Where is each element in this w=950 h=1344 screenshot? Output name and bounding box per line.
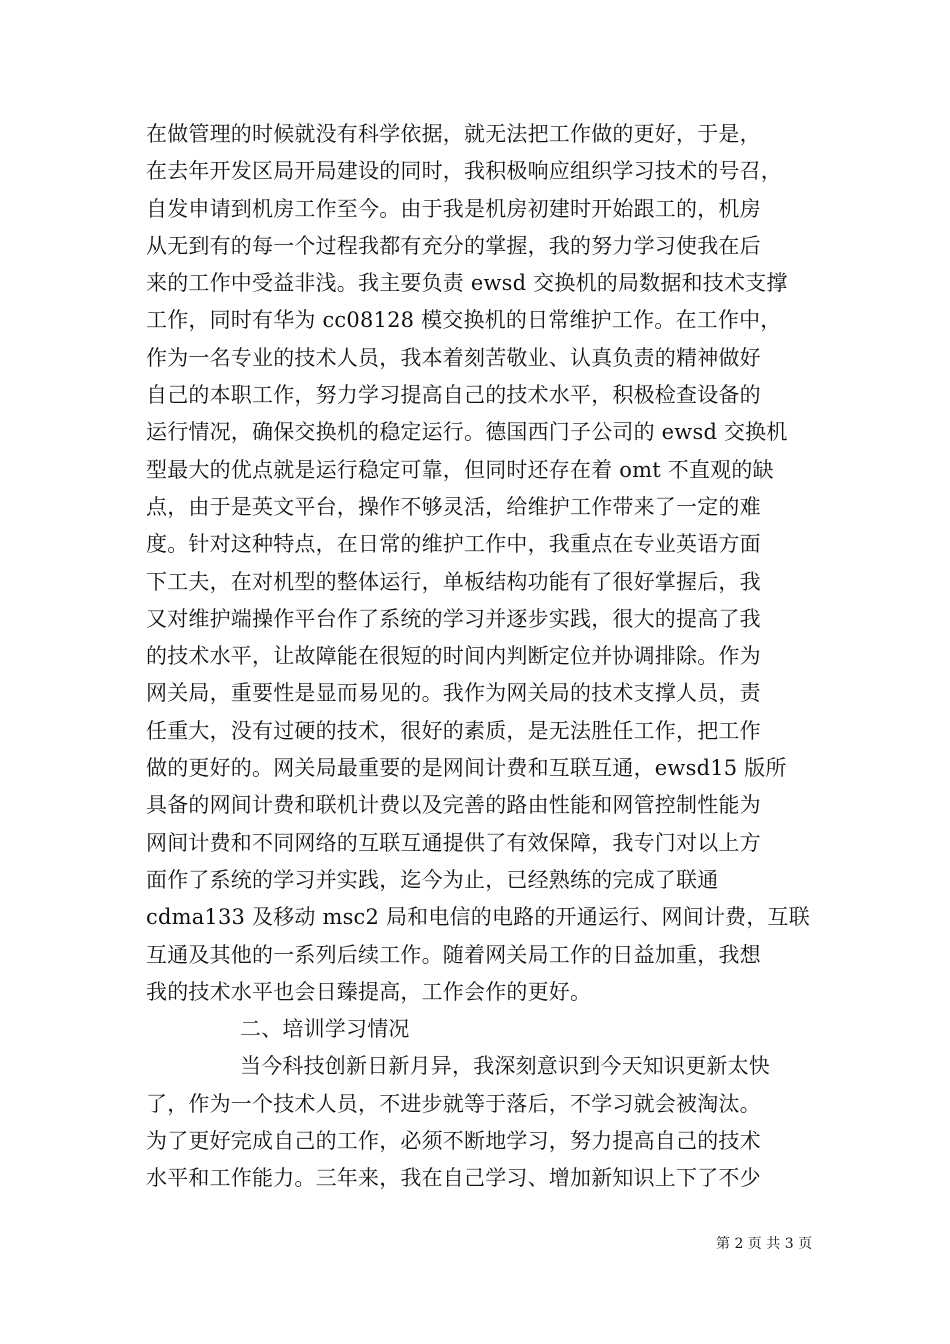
text-line: 自己的本职工作，努力学习提高自己的技术水平，积极检查设备的 xyxy=(146,383,761,408)
page-number-footer: 第 2 页 共 3 页 xyxy=(716,1236,813,1252)
text-line: 在去年开发区局开局建设的同时，我积极响应组织学习技术的号召， xyxy=(146,159,782,184)
text-line: 任重大，没有过硬的技术，很好的素质，是无法胜任工作，把工作 xyxy=(146,718,761,743)
text-line: 作为一名专业的技术人员，我本着刻苦敬业、认真负责的精神做好 xyxy=(146,345,761,370)
text-line: 工作，同时有华为 cc08128 模交换机的日常维护工作。在工作中， xyxy=(146,308,782,333)
text-line: 型最大的优点就是运行稳定可靠，但同时还存在着 omt 不直观的缺 xyxy=(146,457,774,482)
text-line: 水平和工作能力。三年来，我在自己学习、增加新知识上下了不少 xyxy=(146,1166,761,1191)
paragraph-first-line: 当今科技创新日新月异，我深刻意识到今天知识更新太快 xyxy=(240,1054,770,1079)
text-line: 为了更好完成自己的工作，必须不断地学习，努力提高自己的技术 xyxy=(146,1129,761,1154)
text-line: 面作了系统的学习并实践，迄今为止，已经熟练的完成了联通 xyxy=(146,867,719,892)
text-line: 度。针对这种特点，在日常的维护工作中，我重点在专业英语方面 xyxy=(146,532,761,557)
text-line: 做的更好的。网关局最重要的是网间计费和互联互通，ewsd15 版所 xyxy=(146,756,787,781)
text-line: 自发申请到机房工作至今。由于我是机房初建时开始跟工的，机房 xyxy=(146,196,761,221)
text-line: 来的工作中受益非浅。我主要负责 ewsd 交换机的局数据和技术支撑 xyxy=(146,271,788,296)
text-line: 下工夫，在对机型的整体运行，单板结构功能有了很好掌握后，我 xyxy=(146,569,761,594)
text-line: 网间计费和不同网络的互联互通提供了有效保障，我专门对以上方 xyxy=(146,830,761,855)
text-line: 运行情况，确保交换机的稳定运行。德国西门子公司的 ewsd 交换机 xyxy=(146,420,788,445)
text-line: 又对维护端操作平台作了系统的学习并逐步实践，很大的提高了我 xyxy=(146,606,761,631)
document-body xyxy=(146,116,816,1198)
section-heading: 二、培训学习情况 xyxy=(240,1017,410,1042)
text-line: 点，由于是英文平台，操作不够灵活，给维护工作带来了一定的难 xyxy=(146,494,761,519)
text-line: 我的技术水平也会日臻提高，工作会作的更好。 xyxy=(146,979,592,1004)
text-line: 网关局，重要性是显而易见的。我作为网关局的技术支撑人员，责 xyxy=(146,681,761,706)
text-line: 在做管理的时候就没有科学依据，就无法把工作做的更好，于是， xyxy=(146,122,761,146)
text-line: 了，作为一个技术人员，不进步就等于落后，不学习就会被淘汰。 xyxy=(146,1091,761,1116)
text-line: cdma133 及移动 msc2 局和电信的电路的开通运行、网间计费，互联 xyxy=(146,905,810,930)
text-line: 从无到有的每一个过程我都有充分的掌握，我的努力学习使我在后 xyxy=(146,233,761,258)
text-line: 互通及其他的一系列后续工作。随着网关局工作的日益加重，我想 xyxy=(146,942,761,967)
text-line: 的技术水平，让故障能在很短的时间内判断定位并协调排除。作为 xyxy=(146,644,761,669)
text-line: 具备的网间计费和联机计费以及完善的路由性能和网管控制性能为 xyxy=(146,793,761,818)
